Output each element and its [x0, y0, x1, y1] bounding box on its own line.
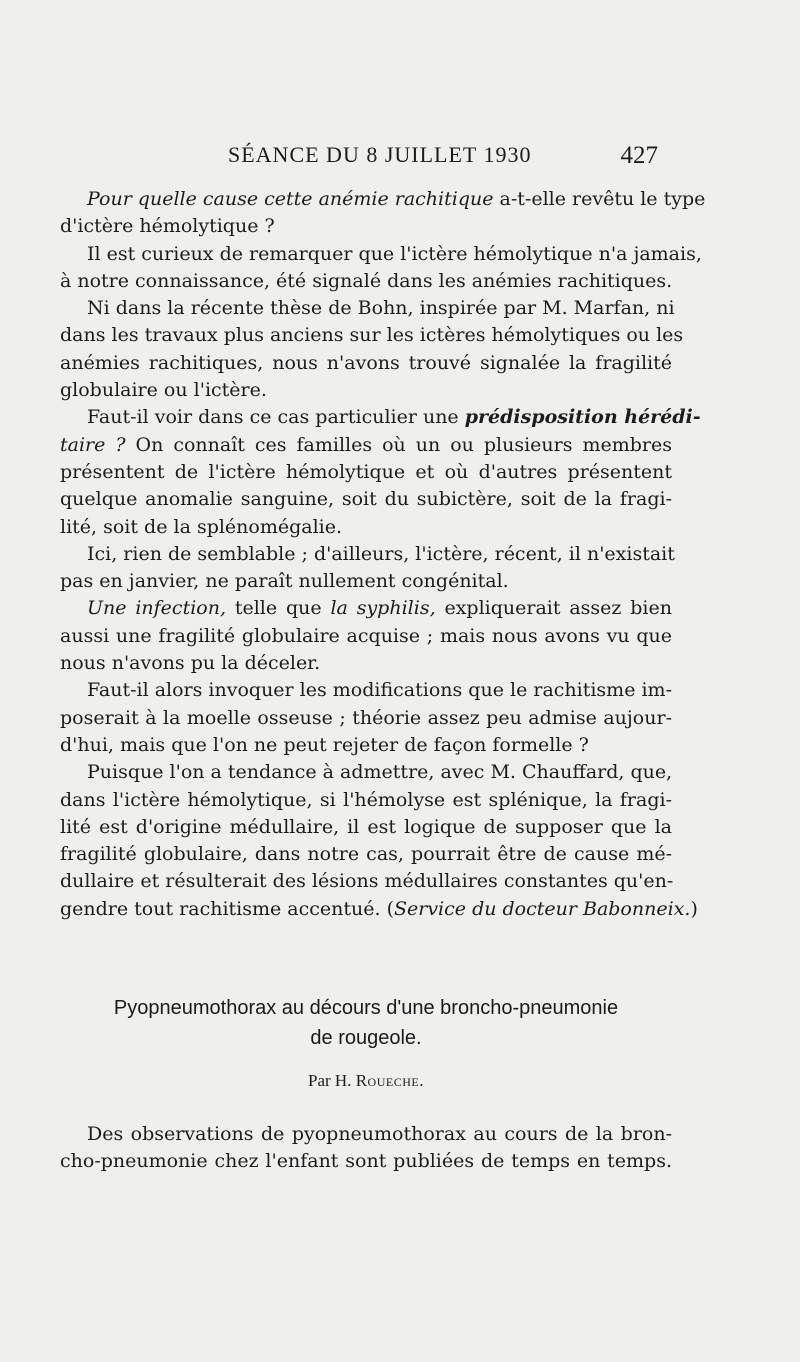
text-line: globulaire ou l'ictère.: [60, 379, 267, 402]
text-line: aussi une fragilité globulaire acquise ; mais nous avons vu que: [60, 624, 672, 647]
article-body: [60, 1121, 672, 1176]
page-header: [228, 140, 658, 176]
text-line: Pour quelle cause cette anémie rachitique a-t-elle revêtu le type: [87, 188, 706, 210]
text-line: taire ? On connaît ces familles où un ou plusieurs membres: [60, 433, 672, 456]
text-line: Faut-il alors invoquer les modifications que le rachitisme im-: [87, 679, 672, 702]
text-line: cho-pneumonie chez l'enfant sont publiées de temps en temps.: [60, 1150, 672, 1173]
article-title-line-1: Pyopneumothorax au décours d'une broncho-pneumonie: [113, 997, 619, 1019]
text-line: dullaire et résulterait des lésions médullaires constantes qu'en-: [60, 870, 674, 893]
text-line: Ni dans la récente thèse de Bohn, inspirée par M. Marfan, ni: [87, 297, 675, 320]
text-line: à notre connaissance, été signalé dans les anémies rachitiques.: [60, 269, 673, 292]
page-number: 427: [620, 142, 658, 169]
text-line: pas en janvier, ne paraît nullement congénital.: [60, 570, 509, 593]
text-line: lité est d'origine médullaire, il est logique de supposer que la: [60, 815, 672, 838]
text-line: poserait à la moelle osseuse ; théorie assez peu admise aujour-: [60, 706, 672, 729]
text-line: dans l'ictère hémolytique, si l'hémolyse est splénique, la fragi-: [60, 788, 672, 811]
text-line: quelque anomalie sanguine, soit du subictère, soit de la fragi-: [60, 488, 672, 511]
text-line: Ici, rien de semblable ; d'ailleurs, l'ictère, récent, il n'existait: [87, 542, 675, 565]
text-line: Des observations de pyopneumothorax au cours de la bron-: [87, 1123, 672, 1145]
article-title-line-2: de rougeole.: [310, 1027, 422, 1049]
body-text: [60, 186, 706, 923]
text-line: Il est curieux de remarquer que l'ictère hémolytique n'a jamais,: [87, 242, 702, 265]
running-title: SÉANCE DU 8 JUILLET 1930: [228, 142, 532, 167]
text-line: nous n'avons pu la déceler.: [60, 652, 321, 675]
text-line: Puisque l'on a tendance à admettre, avec M. Chauffard, que,: [87, 761, 673, 784]
text-line: Une infection, telle que la syphilis, expliquerait assez bien: [87, 597, 672, 620]
text-line: anémies rachitiques, nous n'avons trouvé signalée la fragilité: [60, 351, 672, 374]
text-line: dans les travaux plus anciens sur les ictères hémolytiques ou les: [60, 324, 684, 347]
author-byline: Par H. Roueche.: [308, 1071, 424, 1090]
text-line: fragilité globulaire, dans notre cas, pourrait être de cause mé-: [60, 843, 672, 866]
text-line: gendre tout rachitisme accentué. (Service du docteur Babonneix.): [60, 897, 698, 920]
text-line: Faut-il voir dans ce cas particulier une prédisposition hérédi-: [87, 406, 701, 429]
text-line: lité, soit de la splénomégalie.: [60, 515, 343, 538]
text-line: présentent de l'ictère hémolytique et où d'autres présentent: [60, 460, 672, 483]
text-line: d'hui, mais que l'on ne peut rejeter de façon formelle ?: [60, 733, 589, 756]
text-line: d'ictère hémolytique ?: [60, 215, 275, 238]
